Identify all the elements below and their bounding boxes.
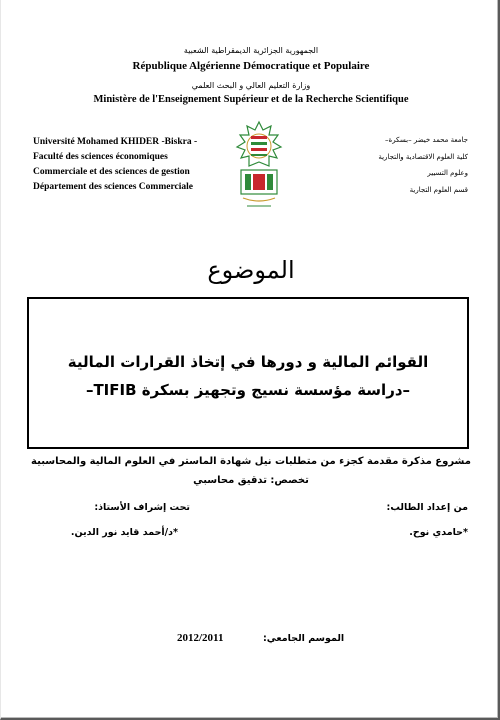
left-line-department: Département des sciences Commerciale bbox=[33, 182, 193, 192]
academic-year-label: الموسم الجامعي: bbox=[263, 633, 345, 644]
left-line-faculty: Faculté des sciences économiques bbox=[33, 152, 168, 162]
right-line-faculty: كلية العلوم الاقتصادية والتجارية bbox=[378, 153, 468, 161]
republic-french: République Algérienne Démocratique et Populaire bbox=[132, 60, 370, 72]
ministry-arabic: وزارة التعليم العالي و البحث العلمي bbox=[191, 81, 311, 90]
ministry-french: Ministère de l'Enseignement Supérieur et de la Recherche Scientifique bbox=[93, 94, 409, 105]
right-line-university: جامعة محمد خيضر –بسكرة– bbox=[385, 136, 468, 144]
title-line-1: القوائم المالية و دورها في إتخاذ القرارات المالية bbox=[67, 353, 429, 371]
title-box bbox=[27, 297, 469, 449]
left-line-commerce: Commerciale et des sciences de gestion bbox=[33, 167, 190, 177]
academic-year-value: 2012/2011 bbox=[177, 632, 224, 644]
republic-arabic: الجمهورية الجزائرية الديمقراطية الشعبية bbox=[183, 46, 319, 55]
university-seal-icon bbox=[233, 118, 285, 212]
student-name: *حامدي نوح. bbox=[409, 527, 468, 538]
project-specialty: تخصص: تدقيق محاسبي bbox=[193, 475, 309, 486]
supervisor-label: تحت إشراف الأستاذ: bbox=[94, 502, 190, 513]
supervisor-name: *د/أحمد قايد نور الدين. bbox=[70, 527, 178, 538]
student-label: من إعداد الطالب: bbox=[386, 502, 468, 513]
title-line-2: –دراسة مؤسسة نسيج وتجهيز بسكرة TIFIB– bbox=[85, 381, 411, 399]
right-line-management: وعلوم التسيير bbox=[427, 169, 468, 177]
subject-label: الموضوع bbox=[207, 256, 295, 284]
right-line-department: قسم العلوم التجارية bbox=[409, 186, 468, 194]
project-description: مشروع مذكرة مقدمة كجزء من متطلبات نيل شهادة الماستر في العلوم المالية والمحاسبية bbox=[31, 456, 471, 467]
left-line-university: Université Mohamed KHIDER -Biskra - bbox=[33, 137, 198, 147]
